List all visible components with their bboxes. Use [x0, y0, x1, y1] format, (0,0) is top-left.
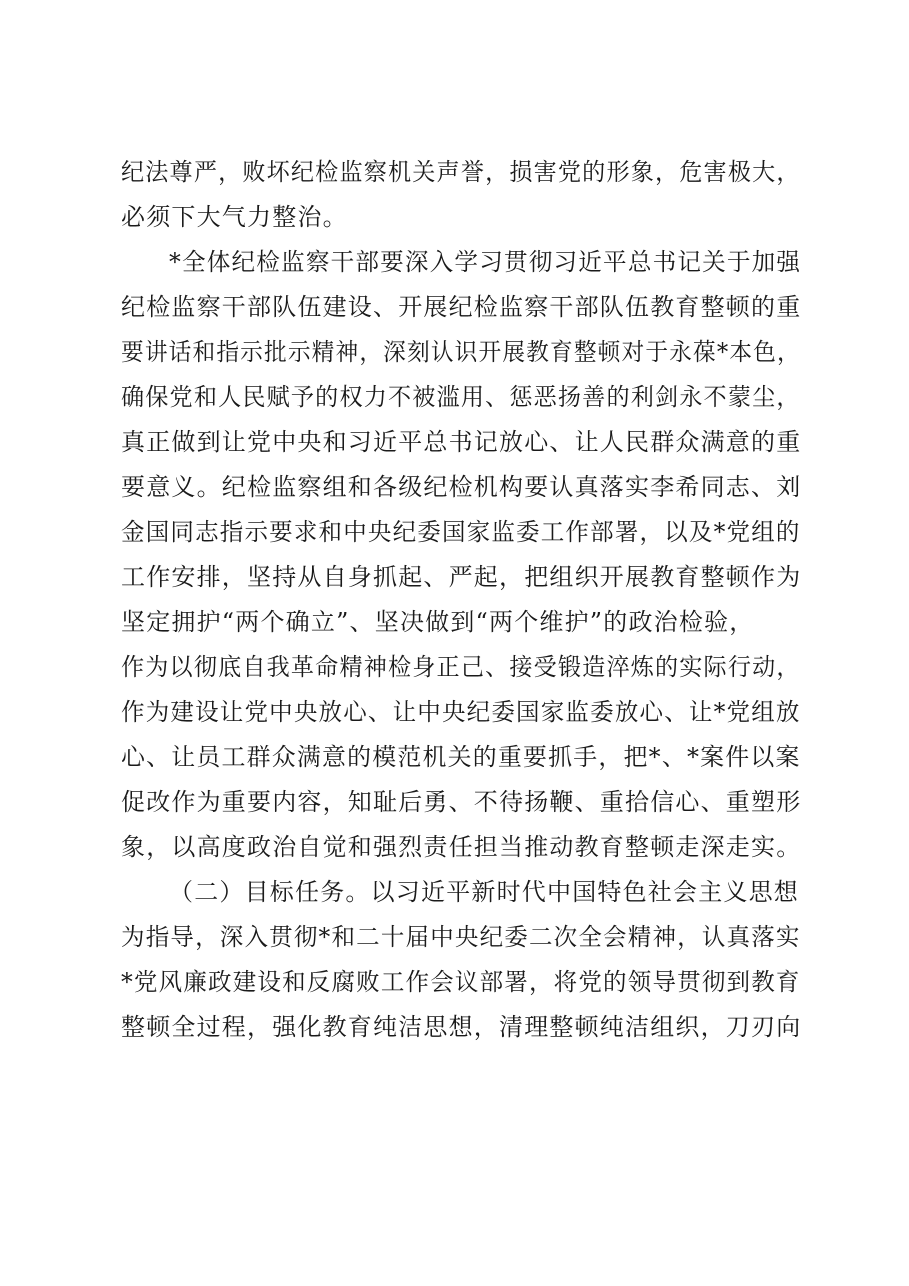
text-line: [121, 645, 801, 690]
text-line-content: 必须下大气力整治。: [121, 203, 348, 231]
text-line: [121, 690, 801, 735]
text-line: [121, 555, 801, 600]
text-line-content: 要意义。纪检监察组和各级纪检机构要认真落实李希同志、刘: [121, 473, 802, 501]
text-line: [121, 510, 801, 555]
text-line: [121, 465, 801, 510]
text-line: [121, 600, 801, 645]
text-line: [121, 195, 801, 240]
text-line: [121, 825, 801, 870]
text-line: [121, 330, 801, 375]
text-line-content: 促改作为重要内容，知耻后勇、不待扬鞭、重拾信心、重塑形: [121, 788, 802, 816]
text-line-content: 金国同志指示要求和中央纪委国家监委工作部署，以及*党组的: [121, 518, 801, 546]
text-line: [121, 780, 801, 825]
text-line-content: 确保党和人民赋予的权力不被滥用、惩恶扬善的利剑永不蒙尘，: [121, 383, 801, 411]
text-line: [121, 375, 801, 420]
text-line-content: 整顿全过程，强化教育纯洁思想，清理整顿纯洁组织，刀刃向: [121, 1013, 802, 1041]
text-line-content: *全体纪检监察干部要深入学习贯彻习近平总书记关于加强: [169, 248, 802, 276]
text-line: [121, 150, 801, 195]
text-line: [121, 960, 801, 1005]
text-line: [121, 915, 801, 960]
text-line-content: 坚定拥护“两个确立”、坚决做到“两个维护”的政治检验，: [121, 608, 755, 636]
text-line: [121, 1005, 801, 1050]
text-line-content: 作为以彻底自我革命精神检身正己、接受锻造淬炼的实际行动，: [121, 653, 801, 681]
text-line-content: 为指导，深入贯彻*和二十届中央纪委二次全会精神，认真落实: [121, 923, 801, 951]
text-line-content: 真正做到让党中央和习近平总书记放心、让人民群众满意的重: [121, 428, 802, 456]
document-body-text: [121, 150, 801, 1050]
text-line: [121, 420, 801, 465]
text-line-content: 工作安排，坚持从自身抓起、严起，把组织开展教育整顿作为: [121, 563, 802, 591]
text-line: [121, 735, 801, 780]
text-line-content: 要讲话和指示批示精神，深刻认识开展教育整顿对于永葆*本色，: [121, 338, 801, 366]
text-line-content: 纪检监察干部队伍建设、开展纪检监察干部队伍教育整顿的重: [121, 293, 802, 321]
text-line-content: 作为建设让党中央放心、让中央纪委国家监委放心、让*党组放: [121, 698, 801, 726]
text-line-content: （二）目标任务。以习近平新时代中国特色社会主义思想: [169, 878, 799, 906]
text-line-content: 纪法尊严，败坏纪检监察机关声誉，损害党的形象，危害极大，: [121, 158, 801, 186]
text-line-content: 象，以高度政治自觉和强烈责任担当推动教育整顿走深走实。: [121, 833, 802, 861]
text-line-content: *党风廉政建设和反腐败工作会议部署，将党的领导贯彻到教育: [121, 968, 801, 996]
paragraph-first-line: [121, 240, 801, 285]
paragraph-first-line: [121, 870, 801, 915]
text-line: [121, 285, 801, 330]
text-line-content: 心、让员工群众满意的模范机关的重要抓手，把*、*案件以案: [121, 743, 801, 771]
